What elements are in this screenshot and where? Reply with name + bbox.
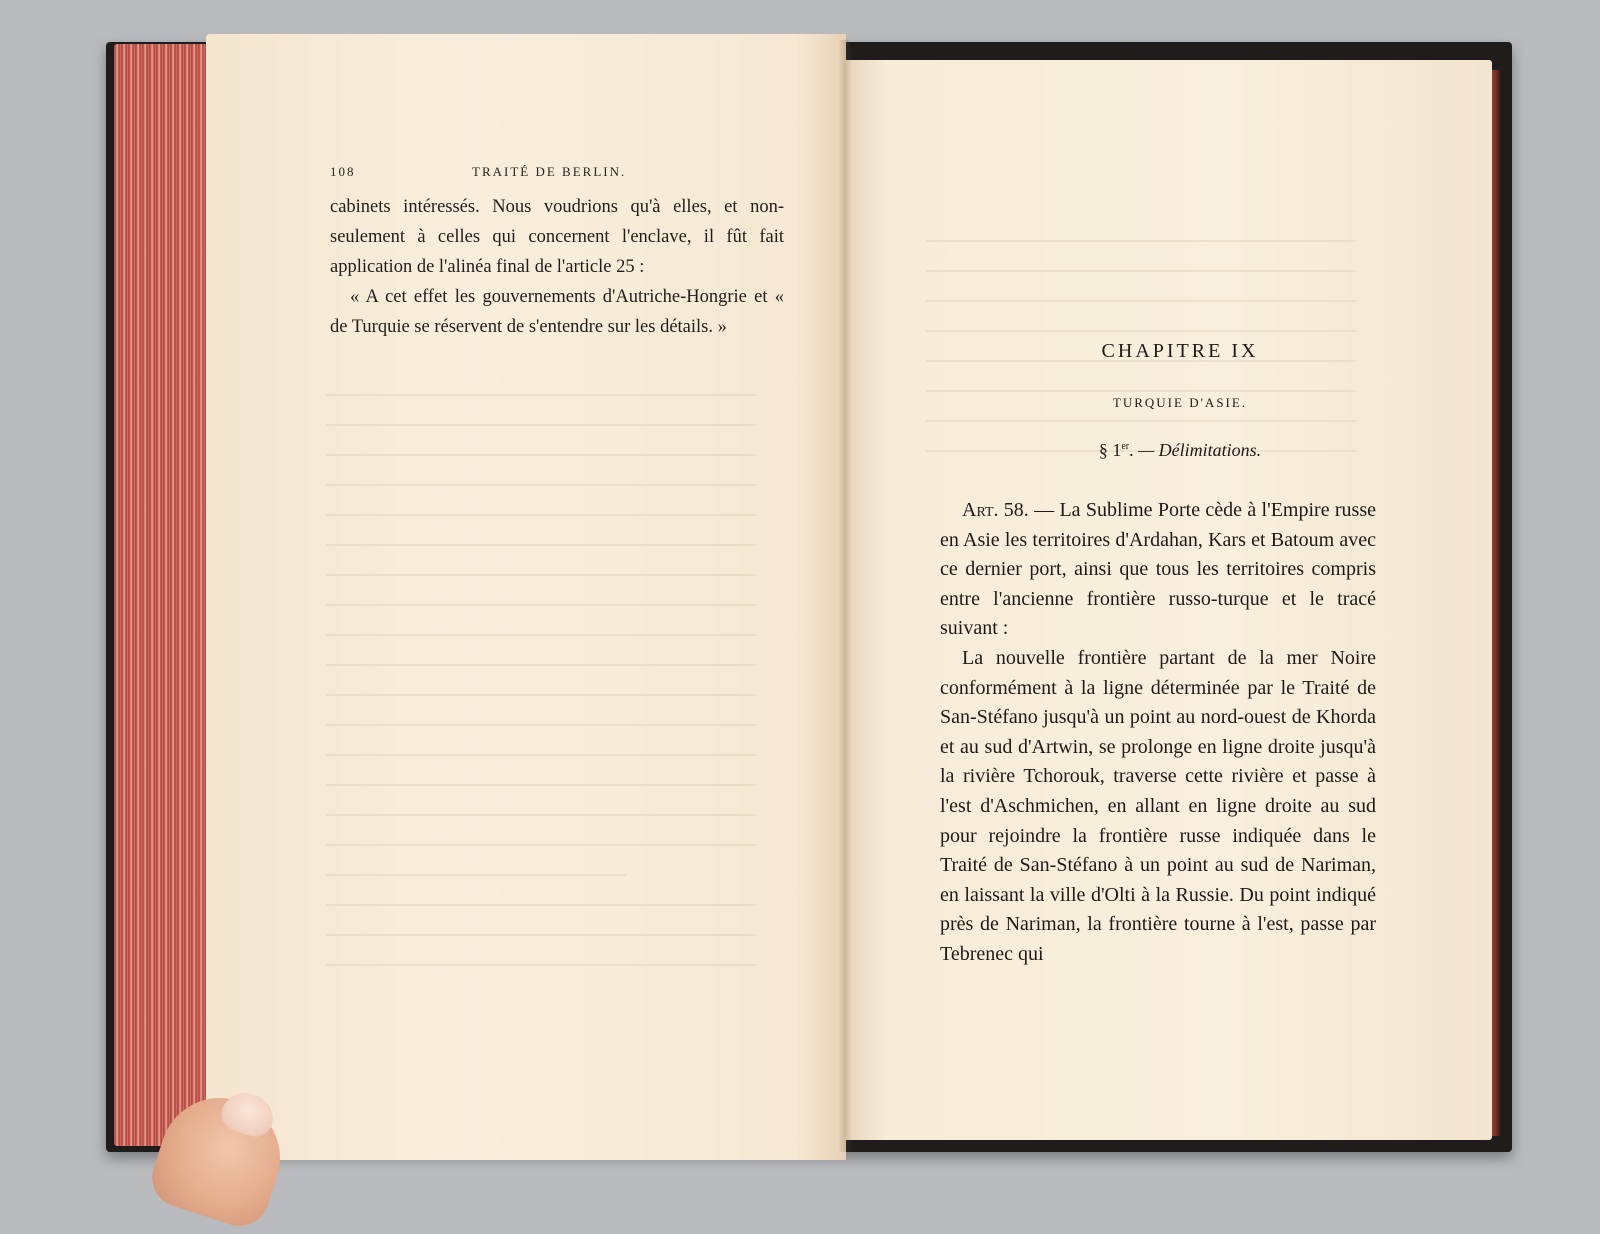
chapter-title: CHAPITRE IX (1101, 340, 1259, 362)
running-title: TRAITÉ DE BERLIN. (472, 164, 627, 179)
frontier-paragraph: La nouvelle frontière partant de la mer Noire conformément à la ligne déterminée par le Traité de San-Stéfano jusqu'à un point au nord-ouest de Khorda et au sud d'Artwin, se prolonge en ligne droite jusqu'à la rivière Tchorouk, traverse cette rivière et passe à l'est d'Aschmichen, en allant en ligne droite au sud pour rejoindre la frontière russe indiquée dans le Traité de San-Stéfano à un point au sud de Nariman, en laissant la ville d'Olti à la Russie. Du point indiqué près de Nariman, la frontière tourne à l'est, passe par Tebrenec qui (940, 646, 1376, 965)
article-paragraph (940, 496, 1376, 644)
page-edges (114, 44, 208, 1146)
page-number: 108 (330, 164, 356, 179)
subsection-number: § 1er. (1098, 440, 1134, 460)
left-paragraph: cabinets intéressés. Nous voudrions qu'à elles, et non-seulement à celles qui concernent l'enclave, il fût fait application de l'alinéa final de l'article 25 : (330, 197, 784, 277)
book-gutter (838, 40, 852, 1152)
running-head (330, 164, 790, 184)
section-title: TURQUIE D'ASIE. (1112, 395, 1248, 410)
article-text: — La Sublime Porte cède à l'Empire russe en Asie les territoires d'Ardahan, Kars et Batoum avec ce dernier port, ainsi que tous les territoires compris entre l'ancienne frontière russo-turque et le tracé suivant : (940, 499, 1376, 640)
subsection-label: — Délimitations. (1138, 440, 1262, 460)
subsection-heading (1000, 440, 1360, 461)
left-quote: « A cet effet les gouvernements d'Autriche-Hongrie et « de Turquie se réservent de s'entendre sur les détails. » (330, 287, 784, 337)
article-label: Art. 58. (962, 499, 1029, 521)
left-page-text (330, 192, 784, 342)
right-page-text (940, 496, 1376, 970)
subsection-superscript: er (1121, 441, 1130, 452)
